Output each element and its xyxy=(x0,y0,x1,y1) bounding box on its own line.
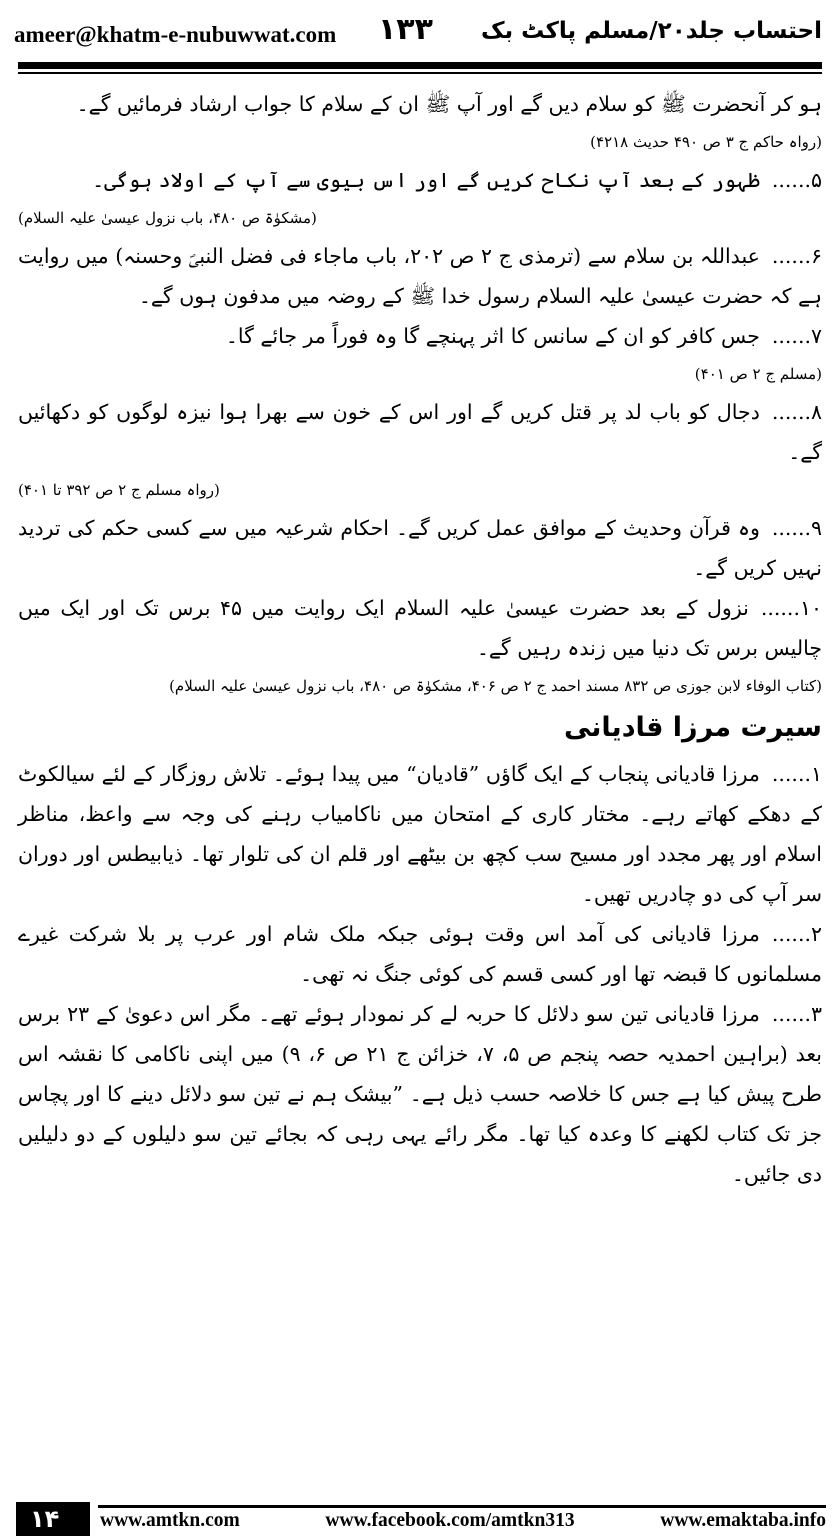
item-number: ۶...... xyxy=(771,244,822,268)
footer-page-box: ۱۴ xyxy=(16,1502,90,1536)
item-number: ۵...... xyxy=(771,168,822,192)
item-number: ۱...... xyxy=(771,762,822,786)
header-rule-thick xyxy=(18,62,822,69)
item-text: مرزا قادیانی پنجاب کے ایک گاؤں ”قادیان“ میں پیدا ہوئے۔ تلاش روزگار کے لئے سیالکوٹ کے دھکے کھاتے رہے۔ مختار کاری کے امتحان میں ناکامیاب رہنے کی وجہ سے واعظ، مناظر اسلام اور پھر مجدد اور مسیح سب کچھ بن بیٹھے اور قلم ان کی تلوار تھا۔ ذیابیطس اور دوران سر آپ کی دو چادریں تھیں۔ xyxy=(18,762,822,906)
reference-kitab-alwafa: (کتاب الوفاء لابن جوزی ص ۸۳۲ مسند احمد ج ۲ ص ۴۰۶، مشکوٰۃ ص ۴۸۰، باب نزول عیسیٰ علیہ السلام) xyxy=(169,677,822,695)
item-10 xyxy=(18,588,822,668)
page-header xyxy=(0,0,840,62)
item-text: ظہور کے بعد آپ نکاح کریں گے اور اس بیوی سے آپ کے اولاد ہوگی۔ xyxy=(92,168,760,192)
item-9 xyxy=(18,508,822,588)
item-text: وہ قرآن وحدیث کے موافق عمل کریں گے۔ احکام شرعیہ میں سے کسی حکم کی تردید نہیں کریں گے۔ xyxy=(18,516,822,580)
item-5 xyxy=(18,160,822,200)
footer-rule xyxy=(98,1505,826,1508)
item-number: ۱۰...... xyxy=(760,596,822,620)
header-email[interactable]: ameer@khatm-e-nubuwwat.com xyxy=(14,22,337,47)
footer-links xyxy=(100,1510,826,1532)
item-number: ۲...... xyxy=(771,922,822,946)
item-number: ۹...... xyxy=(771,516,822,540)
reference-muslim: (مسلم ج ۲ ص ۴۰۱) xyxy=(694,365,822,383)
section-heading: سیرت مرزا قادیانی xyxy=(563,712,822,743)
item-7 xyxy=(18,316,822,356)
reference-muslim-range: (رواہ مسلم ج ۲ ص ۳۹۲ تا ۴۰۱) xyxy=(18,481,220,499)
header-rule-thin xyxy=(18,72,822,74)
footer-link-amtkn[interactable]: www.amtkn.com xyxy=(100,1510,240,1531)
item-number: ۷...... xyxy=(771,324,822,348)
sirat-item-1 xyxy=(18,754,822,914)
item-text: عبداللہ بن سلام سے (ترمذی ج ۲ ص ۲۰۲، باب ماجاء فی فضل النبیؐ وحسنہ) میں روایت ہے کہ حضرت عیسیٰ علیہ السلام رسول خدا ﷺ کے روضہ میں مدفون ہوں گے۔ xyxy=(18,244,822,308)
item-text: نزول کے بعد حضرت عیسیٰ علیہ السلام ایک روایت میں ۴۵ برس تک اور ایک میں چالیس برس تک دنیا میں زندہ رہیں گے۔ xyxy=(18,596,822,660)
item-text: دجال کو باب لد پر قتل کریں گے اور اس کے خون سے بھرا ہوا نیزہ لوگوں کو دکھائیں گے۔ xyxy=(18,400,822,464)
page-number: ۱۳۳ xyxy=(378,12,433,47)
item-text: جس کافر کو ان کے سانس کا اثر پہنچے گا وہ فوراً مر جائے گا۔ xyxy=(225,324,760,348)
reference-hakim: (رواہ حاکم ج ۳ ص ۴۹۰ حدیث ۴۲۱۸) xyxy=(590,133,822,151)
item-number: ۸...... xyxy=(771,400,822,424)
paragraph-continued: ہو کر آنحضرت ﷺ کو سلام دیں گے اور آپ ﷺ ان کے سلام کا جواب ارشاد فرمائیں گے۔ xyxy=(76,92,822,116)
book-title: احتساب جلد۲۰/مسلم پاکٹ بک xyxy=(480,18,822,44)
footer-link-emaktaba[interactable]: www.emaktaba.info xyxy=(660,1510,826,1531)
page-body xyxy=(18,84,822,1484)
sirat-item-3 xyxy=(18,994,822,1194)
item-number: ۳...... xyxy=(771,1002,823,1026)
sirat-item-2 xyxy=(18,914,822,994)
footer-link-facebook[interactable]: www.facebook.com/amtkn313 xyxy=(325,1510,575,1531)
item-text: مرزا قادیانی تین سو دلائل کا حربہ لے کر نمودار ہوئے تھے۔ مگر اس دعویٰ کے ۲۳ برس بعد (براہین احمدیہ حصہ پنجم ص ۵، ۷، خزائن ج ۲۱ ص ۶، ۹) میں اپنی ناکامی کا نقشہ اس طرح پیش کیا ہے جس کا خلاصہ حسب ذیل ہے۔ ”بیشک ہم نے تین سو دلائل دینے کا اور پچاس جز تک کتاب لکھنے کا وعدہ کیا تھا۔ مگر رائے یہی رہی کہ بجائے تین سو دلیلوں کے دو دلیلیں دی جائیں۔ xyxy=(18,1002,822,1186)
item-text: مرزا قادیانی کی آمد اس وقت ہوئی جبکہ ملک شام اور عرب پر بلا شرکت غیرے مسلمانوں کا قبضہ تھا اور کسی قسم کی کوئی جنگ نہ تھی۔ xyxy=(18,922,822,986)
item-8 xyxy=(18,392,822,472)
item-6 xyxy=(18,236,822,316)
reference-mishkat: (مشکوٰۃ ص ۴۸۰، باب نزول عیسیٰ علیہ السلام) xyxy=(18,209,317,227)
